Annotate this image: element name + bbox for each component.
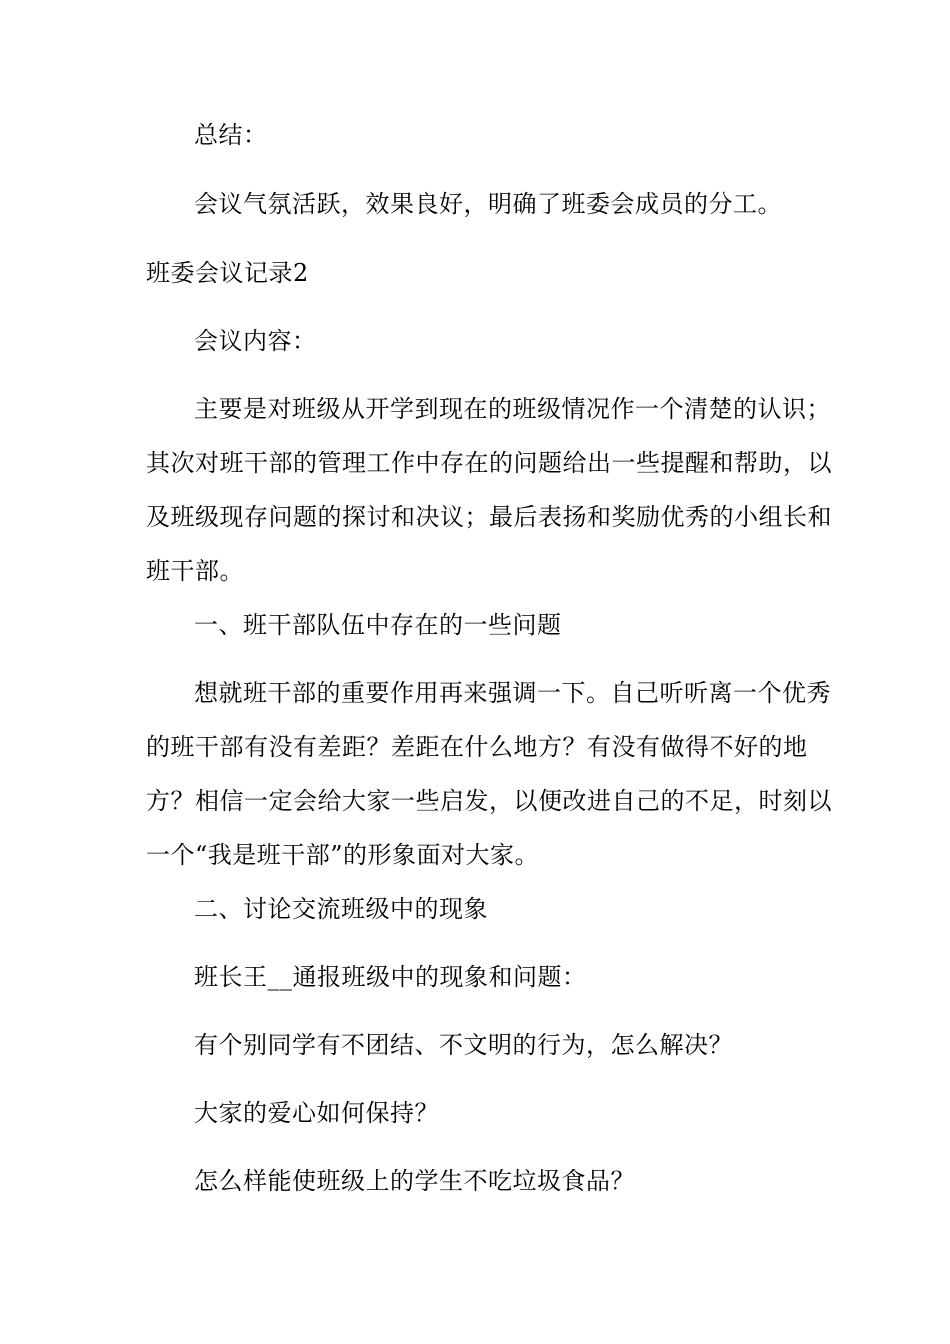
section1-paragraph	[146, 666, 832, 882]
content-line: 及班级现存问题的探讨和决议；最后表扬和奖励优秀的小组长和	[146, 503, 832, 531]
section1-line: 的班干部有没有差距？差距在什么地方？有没有做得不好的地	[146, 733, 808, 761]
section1-heading: 一、班干部队伍中存在的一些问题	[194, 611, 562, 639]
content-line: 其次对班干部的管理工作中存在的问题给出一些提醒和帮助，以	[146, 449, 832, 477]
question-item: 怎么样能使班级上的学生不吃垃圾食品？	[194, 1167, 635, 1195]
content-paragraph	[146, 382, 832, 598]
report-line: 班长王__通报班级中的现象和问题：	[194, 963, 587, 991]
content-line: 主要是对班级从开学到现在的班级情况作一个清楚的认识；	[194, 395, 831, 423]
content-heading: 会议内容：	[194, 327, 317, 355]
content-line: 班干部。	[146, 557, 244, 585]
section1-line: 方？相信一定会给大家一些启发，以便改进自己的不足，时刻以	[146, 787, 832, 815]
question-item: 有个别同学有不团结、不文明的行为，怎么解决？	[194, 1031, 733, 1059]
section1-line: 一个“我是班干部”的形象面对大家。	[146, 841, 540, 869]
section2-heading: 二、讨论交流班级中的现象	[194, 895, 488, 923]
question-item: 大家的爱心如何保持？	[194, 1099, 439, 1127]
section1-line: 想就班干部的重要作用再来强调一下。自己听听离一个优秀	[194, 679, 831, 707]
summary-text: 会议气氛活跃，效果良好，明确了班委会成员的分工。	[194, 190, 782, 218]
summary-heading: 总结：	[194, 121, 268, 149]
record-title: 班委会议记录2	[146, 259, 309, 287]
